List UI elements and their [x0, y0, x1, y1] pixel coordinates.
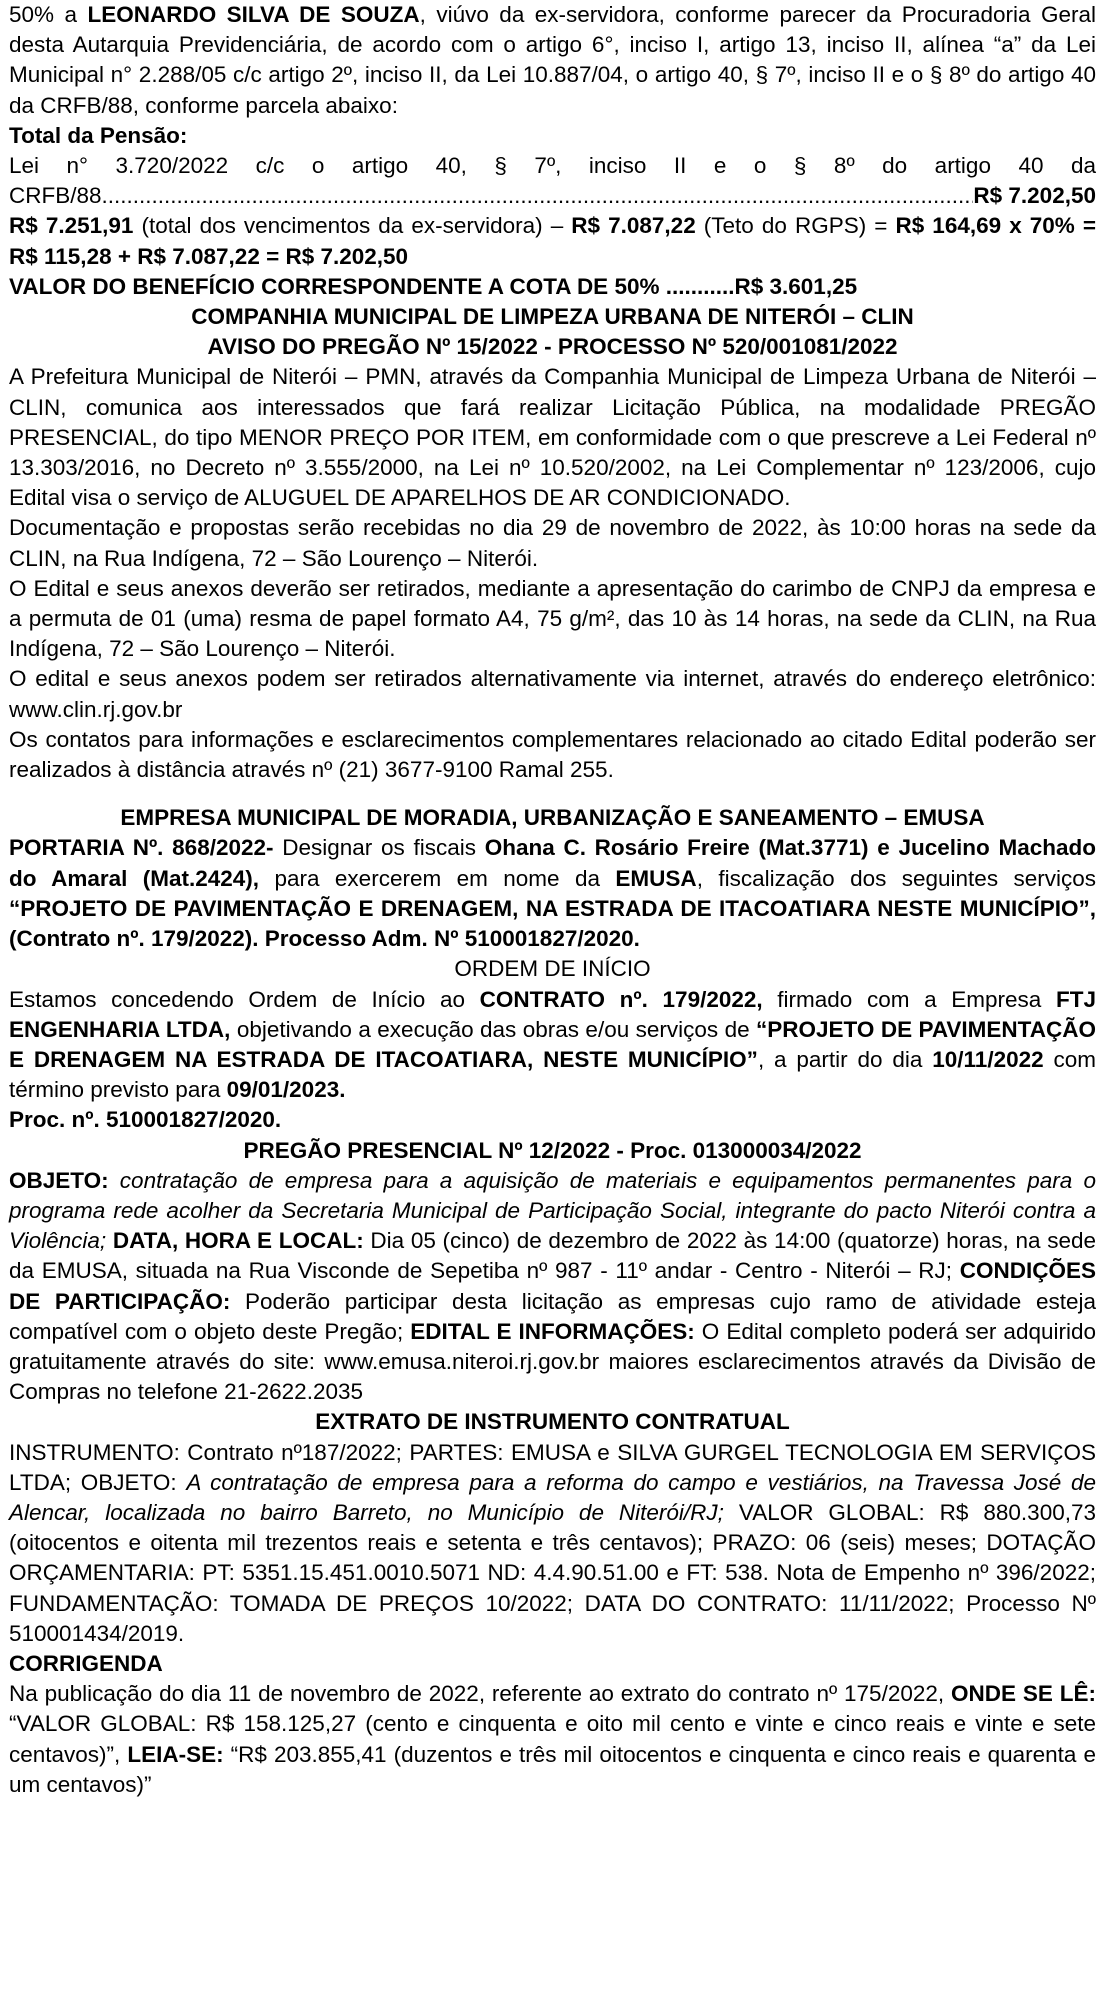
- text: (Teto do RGPS) =: [695, 213, 896, 239]
- text: Dia 05 (cinco) de dezembro de 2022 às 14:00 (quatorze) horas, na sede da EMUSA, situada na Rua Visconde de Sepetiba nº 987 - 11º andar - Centro - Niterói – RJ;: [9, 1228, 1096, 1284]
- contrato: CONTRATO nº. 179/2022,: [479, 986, 763, 1012]
- spacer: [9, 785, 1096, 803]
- text: “VALOR GLOBAL: R$ 158.125,27 (cento e cinquenta e oito mil cento e vinte e cinco reais e vinte e sete centavos)”,: [9, 1711, 1096, 1767]
- emusa-org-title: EMPRESA MUNICIPAL DE MORADIA, URBANIZAÇÃO E SANEAMENTO – EMUSA: [120, 805, 985, 831]
- text: para exercerem em nome da: [259, 865, 616, 891]
- pensao-value: R$ 7.202,50: [973, 183, 1096, 209]
- text: objetivando a execução das obras e/ou serviços de: [230, 1016, 757, 1042]
- ordem-title: ORDEM DE INÍCIO: [454, 956, 651, 982]
- fiscal-name: Jucelino Machado do Amaral (Mat.2424),: [9, 835, 1096, 891]
- text: com término previsto para: [9, 1046, 1096, 1103]
- corrigenda-paragraph: [9, 1679, 1096, 1800]
- pensao-calc: [9, 211, 1096, 271]
- text: firmado com a Empresa: [762, 986, 1056, 1012]
- value: R$ 7.251,91: [9, 213, 134, 239]
- extrato-paragraph: [9, 1438, 1096, 1649]
- extrato-title: EXTRATO DE INSTRUMENTO CONTRATUAL: [315, 1409, 790, 1435]
- lei-line-2: [9, 181, 1096, 211]
- servico: “PROJETO DE PAVIMENTAÇÃO E DRENAGEM, NA ESTRADA DE ITACOATIARA NESTE MUNICÍPIO”, (Contrato nº. 179/2022). Processo Adm. Nº 510001827/2020.: [9, 895, 1096, 952]
- benefit-line: [9, 272, 1096, 302]
- pensao-intro: [9, 0, 1096, 121]
- pregao-paragraph: [9, 1166, 1096, 1408]
- emusa-portaria: [9, 833, 1096, 954]
- value: R$ 3.601,25: [734, 273, 858, 299]
- text: , a partir do dia: [757, 1046, 933, 1072]
- label: OBJETO:: [9, 1167, 109, 1193]
- clin-aviso-title: AVISO DO PREGÃO Nº 15/2022 - PROCESSO Nº 520/001081/2022: [207, 334, 898, 360]
- clin-paragraph-4: O edital e seus anexos podem ser retirados alternativamente via internet, através do endereço eletrônico: www.clin.rj.gov.br: [9, 666, 1096, 722]
- corrigenda-title: CORRIGENDA: [9, 1650, 163, 1676]
- text: EMUSA: [615, 865, 697, 891]
- text: O Edital completo poderá ser adquirido gratuitamente através do site: www.emusa.niteroi.rj.gov.br maiores esclarecimentos através da Divisão de Compras no telefone 21-2622.2035: [9, 1318, 1097, 1405]
- text: Estamos concedendo Ordem de Início ao: [9, 986, 480, 1012]
- text: INSTRUMENTO: Contrato nº187/2022; PARTES: EMUSA e SILVA GURGEL TECNOLOGIA EM SERVIÇOS LTDA; OBJETO:: [9, 1439, 1096, 1495]
- text: Na publicação do dia 11 de novembro de 2022, referente ao extrato do contrato nº 175/2022,: [9, 1681, 951, 1707]
- label: DATA, HORA E LOCAL:: [106, 1228, 364, 1254]
- text: Designar os fiscais: [273, 835, 485, 861]
- portaria-label: PORTARIA Nº. 868/2022-: [9, 835, 274, 861]
- text: A contratação de empresa para a reforma do campo e vestiários, na Travessa José de Alencar, localizada no bairro Barreto, no Município de Niterói/RJ;: [9, 1469, 1096, 1525]
- text: VALOR GLOBAL: R$ 880.300,73 (oitocentos e oitenta mil trezentos reais e setenta e três centavos); PRAZO: 06 (seis) meses; DOTAÇÃO ORÇAMENTARIA: PT: 5351.15.451.0010.5071 ND: 4.4.90.51.00 e FT: 538. Nota de Empenho nº 396/2022; FUNDAMENTAÇÃO: TOMADA DE PREÇOS 10/2022; DATA DO CONTRATO: 11/11/2022; Processo Nº 510001434/2019.: [9, 1499, 1096, 1646]
- formula: R$ 164,69 x 70% = R$ 115,28 + R$ 7.087,22 = R$ 7.202,50: [9, 213, 1096, 269]
- label: ONDE SE LÊ:: [951, 1681, 1096, 1707]
- label: EDITAL E INFORMAÇÕES:: [403, 1318, 695, 1344]
- value: R$ 7.087,22: [571, 213, 696, 239]
- pregao-title: PREGÃO PRESENCIAL Nº 12/2022 - Proc. 013000034/2022: [243, 1137, 862, 1163]
- text: contratação de empresa para a aquisição de materiais e equipamentos permanentes para o programa rede acolher da Secretaria Municipal de Participação Social, integrante do pacto Niterói contra a Violência;: [9, 1167, 1096, 1254]
- projeto: “PROJETO DE PAVIMENTAÇÃO E DRENAGEM NA ESTRADA DE ITACOATIARA, NESTE MUNICÍPIO”: [9, 1016, 1096, 1072]
- label: CONDIÇÕES DE PARTICIPAÇÃO:: [9, 1258, 1097, 1314]
- ordem-proc: Proc. nº. 510001827/2020.: [9, 1107, 282, 1133]
- text: Poderão participar desta licitação as empresas cujo ramo de atividade esteja compatível com o objeto deste Pregão;: [9, 1288, 1097, 1344]
- text: , viúvo da ex-servidora, conforme parecer da Procuradoria Geral desta Autarquia Previdenciária, de acordo com o artigo 6°, inciso I, artigo 13, inciso II, alínea “a” da Lei Municipal n° 2.288/05 c/c artigo 2º, inciso II, da Lei 10.887/04, o artigo 40, § 7º, inciso II e o § 8º do artigo 40 da CRFB/88, conforme parcela abaixo:: [9, 2, 1096, 118]
- label: LEIA-SE:: [127, 1741, 224, 1767]
- beneficiary-name: LEONARDO SILVA DE SOUZA: [87, 2, 420, 27]
- clin-paragraph-2: Documentação e propostas serão recebidas no dia 29 de novembro de 2022, às 10:00 horas na sede da CLIN, na Rua Indígena, 72 – São Lourenço – Niterói.: [9, 515, 1096, 571]
- text: VALOR DO BENEFÍCIO CORRESPONDENTE A COTA DE 50% ...........: [9, 273, 735, 299]
- text: CRFB/88: [9, 183, 102, 209]
- clin-paragraph-1: A Prefeitura Municipal de Niterói – PMN, através da Companhia Municipal de Limpeza Urbana de Niterói – CLIN, comunica aos interessados que fará realizar Licitação Pública, na modalidade PREGÃO PRESENCIAL, do tipo MENOR PREÇO POR ITEM, em conformidade com o que prescreve a Lei Federal nº 13.303/2016, no Decreto nº 3.555/2000, na Lei nº 10.520/2002, na Lei Complementar nº 123/2006, cujo Edital visa o serviço de ALUGUEL DE APARELHOS DE AR CONDICIONADO.: [9, 364, 1096, 511]
- clin-paragraph-5: Os contatos para informações e esclarecimentos complementares relacionado ao citado Edital poderão ser realizados à distância através nº (21) 3677-9100 Ramal 255.: [9, 726, 1096, 783]
- clin-paragraph-3: O Edital e seus anexos deverão ser retirados, mediante a apresentação do carimbo de CNPJ da empresa e a permuta de 01 (uma) resma de papel formato A4, 75 g/m², das 10 às 14 horas, na sede da CLIN, na Rua Indígena, 72 – São Lourenço – Niterói.: [9, 575, 1096, 662]
- dot-leader: [102, 181, 974, 211]
- text: (total dos vencimentos da ex-servidora) –: [133, 213, 572, 239]
- text: e: [868, 835, 899, 861]
- empresa: FTJ ENGENHARIA LTDA,: [9, 986, 1096, 1042]
- fiscal-name: Ohana C. Rosário Freire (Mat.3771): [484, 835, 869, 861]
- total-pensao-label: Total da Pensão:: [9, 122, 188, 148]
- date: 09/01/2023.: [226, 1077, 346, 1103]
- ordem-paragraph: [9, 985, 1096, 1106]
- text: 50% a: [9, 2, 88, 27]
- lei-line-1: Lei n° 3.720/2022 c/c o artigo 40, § 7º, inciso II e o § 8º do artigo 40 da: [9, 153, 1096, 179]
- date: 10/11/2022: [932, 1046, 1044, 1072]
- text: “R$ 203.855,41 (duzentos e três mil oitocentos e cinquenta e cinco reais e quarenta e um centavos)”: [9, 1741, 1097, 1797]
- text: , fiscalização dos seguintes serviços: [696, 865, 1096, 891]
- clin-org-title: COMPANHIA MUNICIPAL DE LIMPEZA URBANA DE NITERÓI – CLIN: [191, 304, 914, 330]
